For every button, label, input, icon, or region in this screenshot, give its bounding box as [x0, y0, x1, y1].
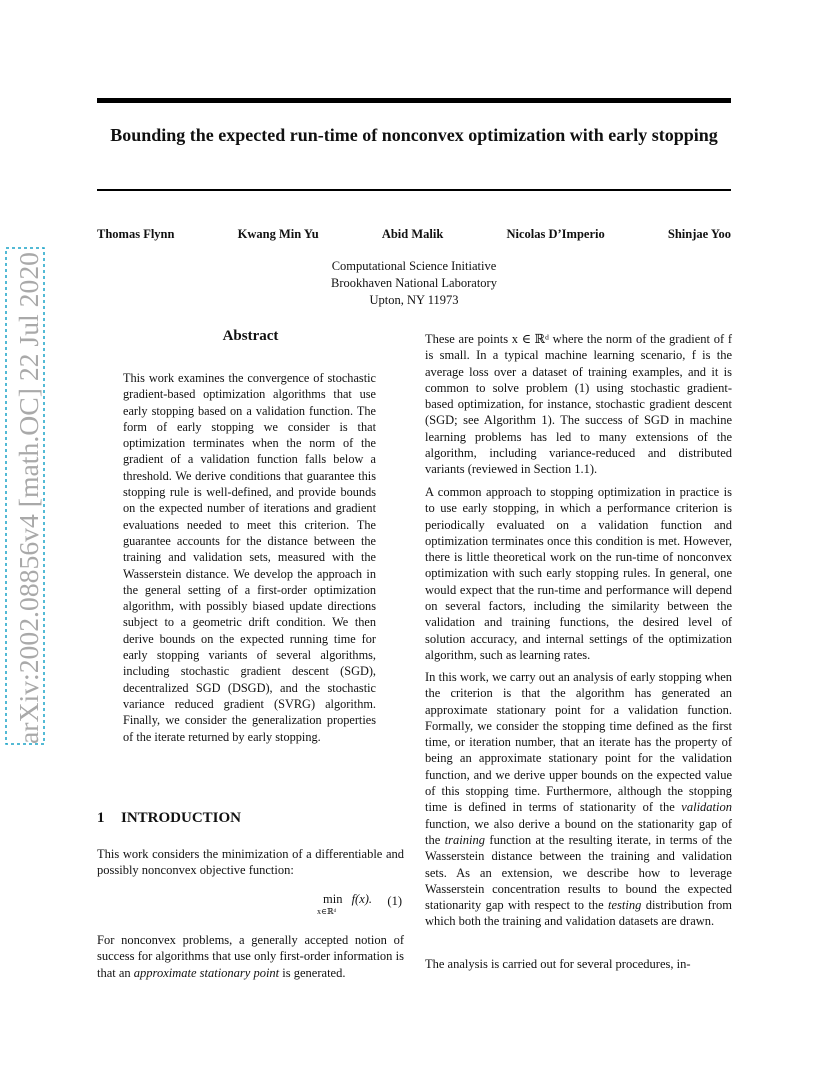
- right-paragraph-2: A common approach to stopping optimization in practice is to use early stopping, in which a performance criterion is periodically evaluated on a validation function and optimization terminates once this condition is met. However, there is little theoretical work on the run-time of nonconvex optimization with such early stopping rules. In general, one would expect that the run-time and performance will depend on several factors, including the similarity between the validation and training functions, the desired level of solution accuracy, and internal settings of the optimization algorithm, such as learning rates.: [425, 485, 732, 662]
- equation-1: [97, 890, 404, 920]
- author-name: Shinjae Yoo: [667, 227, 731, 241]
- text-run: is generated.: [279, 965, 346, 980]
- emphasis: training: [444, 832, 485, 847]
- arxiv-id-text[interactable]: arXiv:2002.08856v4 [math.OC] 22 Jul 2020: [14, 264, 44, 744]
- equation-subscript: x∈ℝᵈ: [317, 907, 337, 916]
- emphasis: approximate stationary point: [133, 965, 280, 980]
- title-bottom-rule: [97, 189, 731, 191]
- emphasis: validation: [681, 800, 732, 815]
- abstract-text: This work examines the convergence of stochastic gradient-based optimization algorithms that use early stopping based on a validation function. The form of early stopping we consider is that optimization terminates when the norm of the gradient of a validation function falls below a threshold. We derive conditions that guarantee this stopping rule is well-defined, and provide bounds on the expected number of iterations and gradient evaluations needed to meet this criterion. The guarantee accounts for the distance between the training and validation sets, measured with the Wasserstein distance. We develop the approach in the general setting of a first-order optimization algorithm, with possibly biased update directions subject to a geometric drift condition. We then derive bounds on the expected running time for early stopping variants of several algorithms, including stochastic gradient descent (SGD), decentralized SGD (DSGD), and the stochastic variance reduced gradient (SVRG) algorithm. Finally, we consider the generalization properties of the iterate returned by early stopping.: [123, 371, 376, 744]
- emphasis: testing: [608, 898, 642, 913]
- author-list: [97, 227, 731, 242]
- text-run: function at the resulting iterate, in terms of the Wasserstein distance between the training and validation sets. As an extension, we describe how to leverage Wasserstein concentration results to bound the expected stationarity gap with respect to the: [425, 832, 732, 913]
- section-number: 1: [97, 810, 105, 826]
- right-paragraph-1: These are points x ∈ ℝᵈ where the norm of the gradient of f is small. In a typical machine learning scenario, f is the average loss over a dataset of training examples, and it is common to solve problem (1) using stochastic gradient-based optimization, for instance, stochastic gradient descent (SGD; see Algorithm 1). The success of SGD in machine learning problems has led to many extensions of the algorithm, including variance-reduced and distributed variants (reviewed in Section 1.1).: [425, 332, 732, 477]
- section-title: INTRODUCTION: [121, 810, 242, 826]
- affiliation: [200, 258, 628, 309]
- affiliation-line: Computational Science Initiative: [331, 259, 497, 273]
- equation-math: [315, 892, 373, 916]
- text-run: In this work, we carry out an analysis of early stopping when the criterion is that the algorithm has generated an approximate stationary point for a validation function. Formally, we consider the stopping time defined as the first time, or iteration number, that an iterate has the property of being an approximate stationary point for the validation function, and we derive upper bounds on the expected value of this stopping time. Furthermore, although the stopping time is defined in terms of stationarity of the: [425, 670, 732, 815]
- right-paragraph-3: [425, 669, 732, 930]
- right-paragraph-4: The analysis is carried out for several procedures, in-: [425, 957, 691, 971]
- top-rule: [97, 98, 731, 103]
- text-run: function, we also derive a bound on the stationarity gap of the: [425, 816, 732, 847]
- intro-paragraph: This work considers the minimization of a differentiable and possibly nonconvex objective function:: [97, 847, 404, 878]
- affiliation-line: Brookhaven National Laboratory: [331, 276, 497, 290]
- equation-operator: min: [323, 892, 343, 906]
- intro-paragraph-2: [97, 932, 404, 981]
- arxiv-watermark: [0, 244, 52, 748]
- author-name: Nicolas D’Imperio: [506, 227, 605, 241]
- equation-label: (1): [387, 894, 402, 908]
- author-name: Thomas Flynn: [97, 227, 175, 241]
- text-run: For nonconvex problems, a generally accepted notion of success for algorithms that use only first-order information is that an: [97, 933, 404, 980]
- author-name: Abid Malik: [381, 227, 444, 241]
- text-run: distribution from which both the training and validation datasets are drawn.: [425, 898, 732, 929]
- abstract-heading: Abstract: [222, 328, 279, 344]
- section-heading: [97, 810, 241, 827]
- paper-title: Bounding the expected run-time of nonconvex optimization with early stopping: [110, 125, 718, 145]
- author-name: Kwang Min Yu: [237, 227, 319, 241]
- affiliation-line: Upton, NY 11973: [369, 293, 459, 307]
- equation-body: f(x).: [351, 892, 373, 906]
